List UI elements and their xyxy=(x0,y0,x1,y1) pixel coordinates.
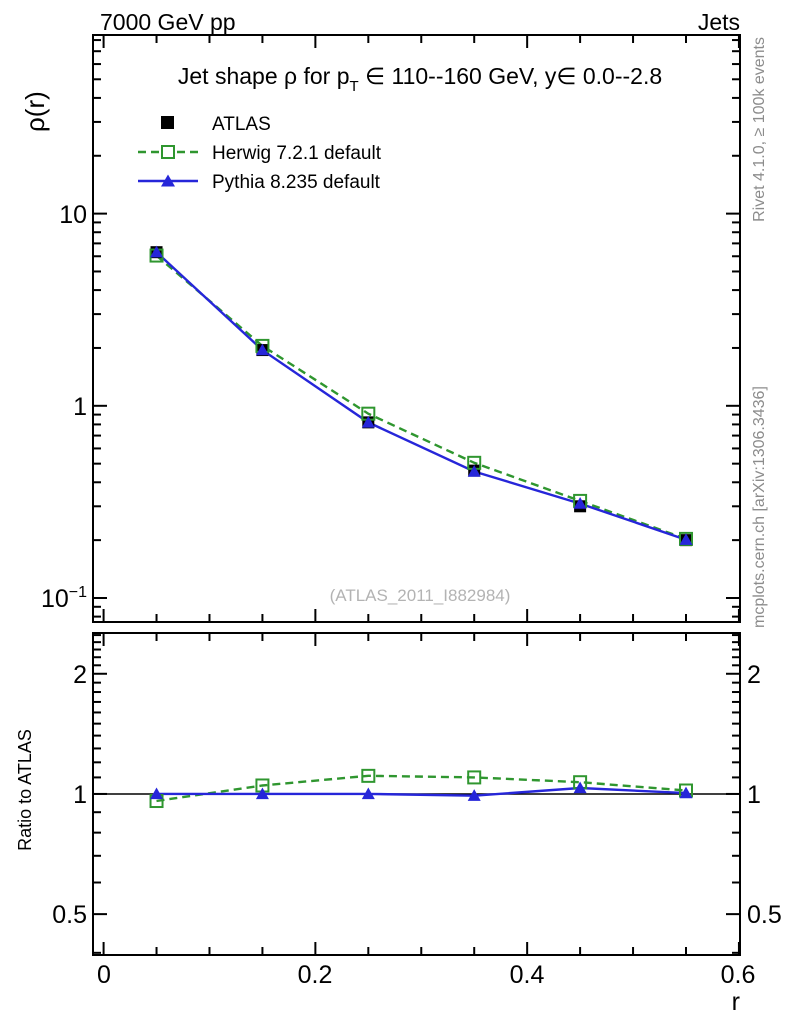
ratio-y-tick-1-right: 1 xyxy=(747,781,761,809)
pythia-curve-main xyxy=(157,252,687,540)
ratio-y-tick-1-left: 1 xyxy=(73,781,87,809)
plot-title: Jet shape ρ for $p_T$ ∈ 110--160 GeV, y∈ 0.0--2.8 xyxy=(177,63,663,95)
main-y-axis-label: ρ(r) xyxy=(20,91,50,132)
x-axis-label: r xyxy=(731,988,740,1016)
herwig-legend-marker-icon xyxy=(162,146,174,158)
main-y-tick-0p1: $10^{-1}$ xyxy=(40,584,87,613)
legend-label-herwig: Herwig 7.2.1 default xyxy=(212,143,381,164)
ratio-y-tick-0p5-right: 0.5 xyxy=(747,901,782,929)
main-y-tick-10: 10 xyxy=(59,201,87,229)
mcplots-note: mcplots.cern.ch [arXiv:1306.3436] xyxy=(751,386,768,628)
analysis-group-label: Jets xyxy=(697,9,740,35)
ratio-y-axis-label: Ratio to ATLAS xyxy=(15,729,35,851)
atlas-legend-marker-icon xyxy=(161,116,174,129)
legend xyxy=(138,114,382,193)
ratio-y-tick-0p5-left: 0.5 xyxy=(52,901,87,929)
x-tick-0p6: 0.6 xyxy=(720,961,756,989)
ratio-y-tick-2-right: 2 xyxy=(747,661,761,689)
rivet-version-note: Rivet 4.1.0, ≥ 100k events xyxy=(751,37,768,222)
x-tick-0: 0 xyxy=(97,961,111,989)
herwig-curve-main xyxy=(157,256,687,539)
plot-render-layer xyxy=(93,35,740,955)
legend-label-pythia: Pythia 8.235 default xyxy=(212,172,380,193)
x-tick-0p4: 0.4 xyxy=(509,961,545,989)
legend-label-atlas: ATLAS xyxy=(212,114,271,135)
beam-label: 7000 GeV pp xyxy=(100,9,236,35)
x-tick-0p2: 0.2 xyxy=(297,961,333,989)
main-panel-frame xyxy=(93,35,740,622)
ratio-y-tick-2-left: 2 xyxy=(73,661,87,689)
watermark: (ATLAS_2011_I882984) xyxy=(329,586,511,605)
main-y-tick-1: 1 xyxy=(73,393,87,421)
